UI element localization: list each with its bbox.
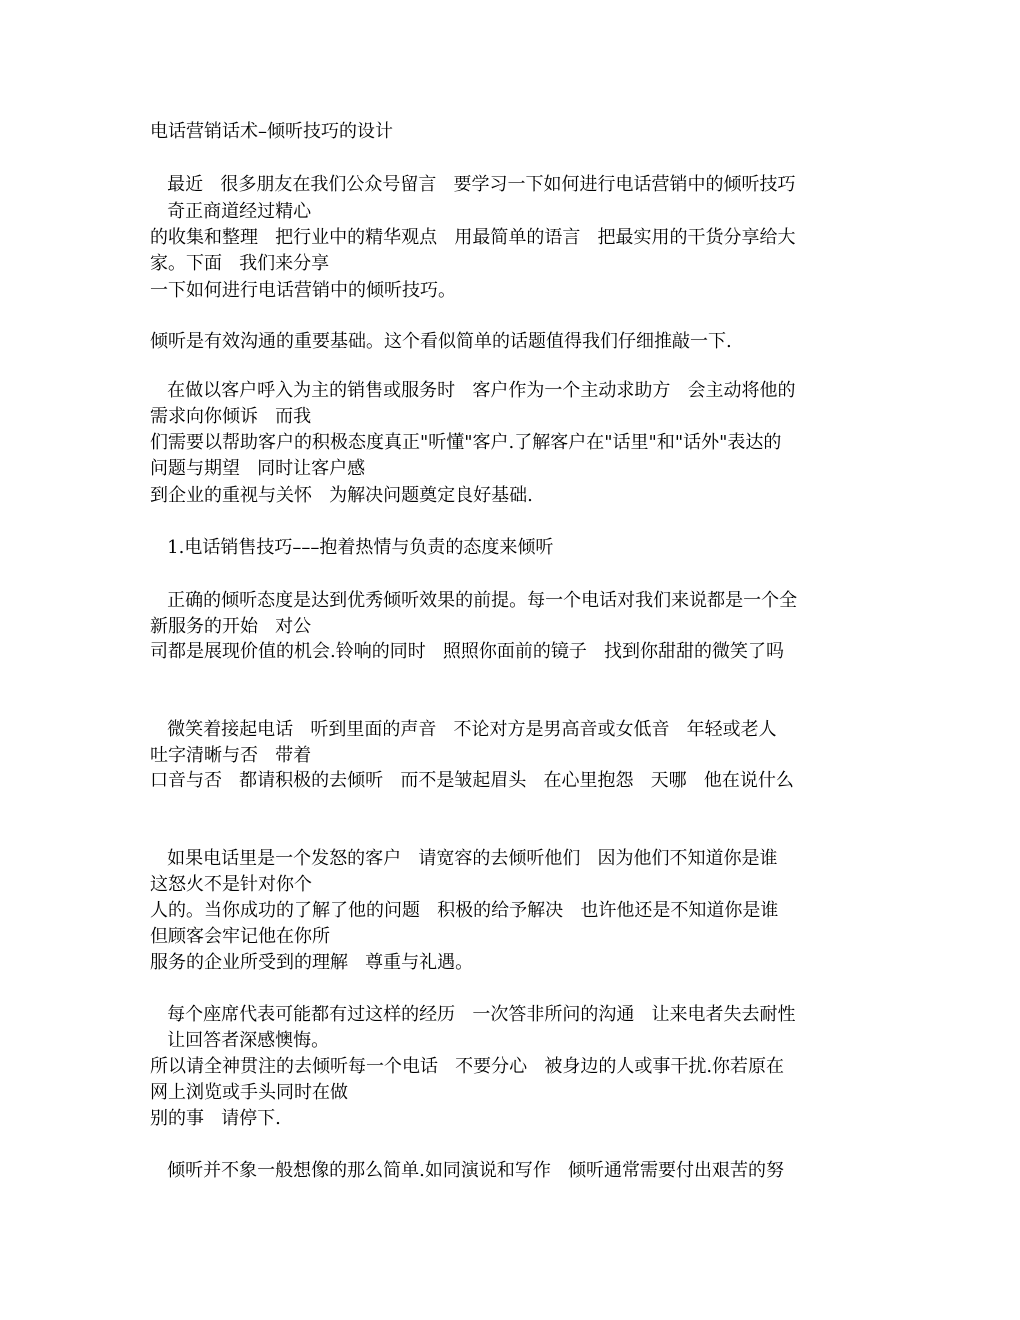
paragraph-line: 所以请全神贯注的去倾听每一个电话 不要分心 被身边的人或事干扰.你若原在 [150,1056,785,1077]
paragraph-line: 倾听是有效沟通的重要基础。这个看似简单的话题值得我们仔细推敲一下. [150,331,732,352]
paragraph-line: 别的事 请停下. [150,1108,281,1129]
paragraph-line: 人的。当你成功的了解了他的问题 积极的给予解决 也许他还是不知道你是谁 [150,900,779,921]
document-title: 电话营销话术–倾听技巧的设计 [150,121,393,142]
paragraph-line: 微笑着接起电话 听到里面的声音 不论对方是男高音或女低音 年轻或老人 [150,719,777,740]
paragraph-line: 问题与期望 同时让客户感 [150,458,366,479]
paragraph-line: 倾听并不象一般想像的那么简单.如同演说和写作 倾听通常需要付出艰苦的努 [150,1160,785,1181]
paragraph-line: 服务的企业所受到的理解 尊重与礼遇。 [150,952,474,973]
paragraph-line: 正确的倾听态度是达到优秀倾听效果的前提。每一个电话对我们来说都是一个全 [150,590,798,611]
paragraph-line: 新服务的开始 对公 [150,616,312,637]
paragraph-line: 司都是展现价值的机会.铃响的同时 照照你面前的镜子 找到你甜甜的微笑了吗 [150,641,785,662]
paragraph-line: 一下如何进行电话营销中的倾听技巧。 [150,280,456,301]
paragraph-line: 到企业的重视与关怀 为解决问题奠定良好基础. [150,485,533,506]
paragraph-line: 家。下面 我们来分享 [150,253,330,274]
section-heading: 1.电话销售技巧–––抱着热情与负责的态度来倾听 [150,537,554,558]
paragraph-line: 网上浏览或手头同时在做 [150,1082,348,1103]
paragraph-line: 的收集和整理 把行业中的精华观点 用最简单的语言 把最实用的干货分享给大 [150,227,796,248]
paragraph-line: 奇正商道经过精心 [150,201,312,222]
paragraph-line: 们需要以帮助客户的积极态度真正"听懂"客户.了解客户在"话里"和"话外"表达的 [150,432,782,453]
paragraph-line: 最近 很多朋友在我们公众号留言 要学习一下如何进行电话营销中的倾听技巧 [150,174,796,195]
paragraph-line: 需求向你倾诉 而我 [150,406,312,427]
paragraph-line: 但顾客会牢记他在你所 [150,926,330,947]
paragraph-line: 这怒火不是针对你个 [150,874,312,895]
paragraph-line: 在做以客户呼入为主的销售或服务时 客户作为一个主动求助方 会主动将他的 [150,380,796,401]
paragraph-line: 让回答者深感懊悔。 [150,1030,330,1051]
paragraph-line: 吐字清晰与否 带着 [150,745,312,766]
paragraph-line: 每个座席代表可能都有过这样的经历 一次答非所问的沟通 让来电者失去耐性 [150,1004,796,1025]
paragraph-line: 如果电话里是一个发怒的客户 请宽容的去倾听他们 因为他们不知道你是谁 [150,848,778,869]
paragraph-line: 口音与否 都请积极的去倾听 而不是皱起眉头 在心里抱怨 天哪 他在说什么 [150,770,794,791]
